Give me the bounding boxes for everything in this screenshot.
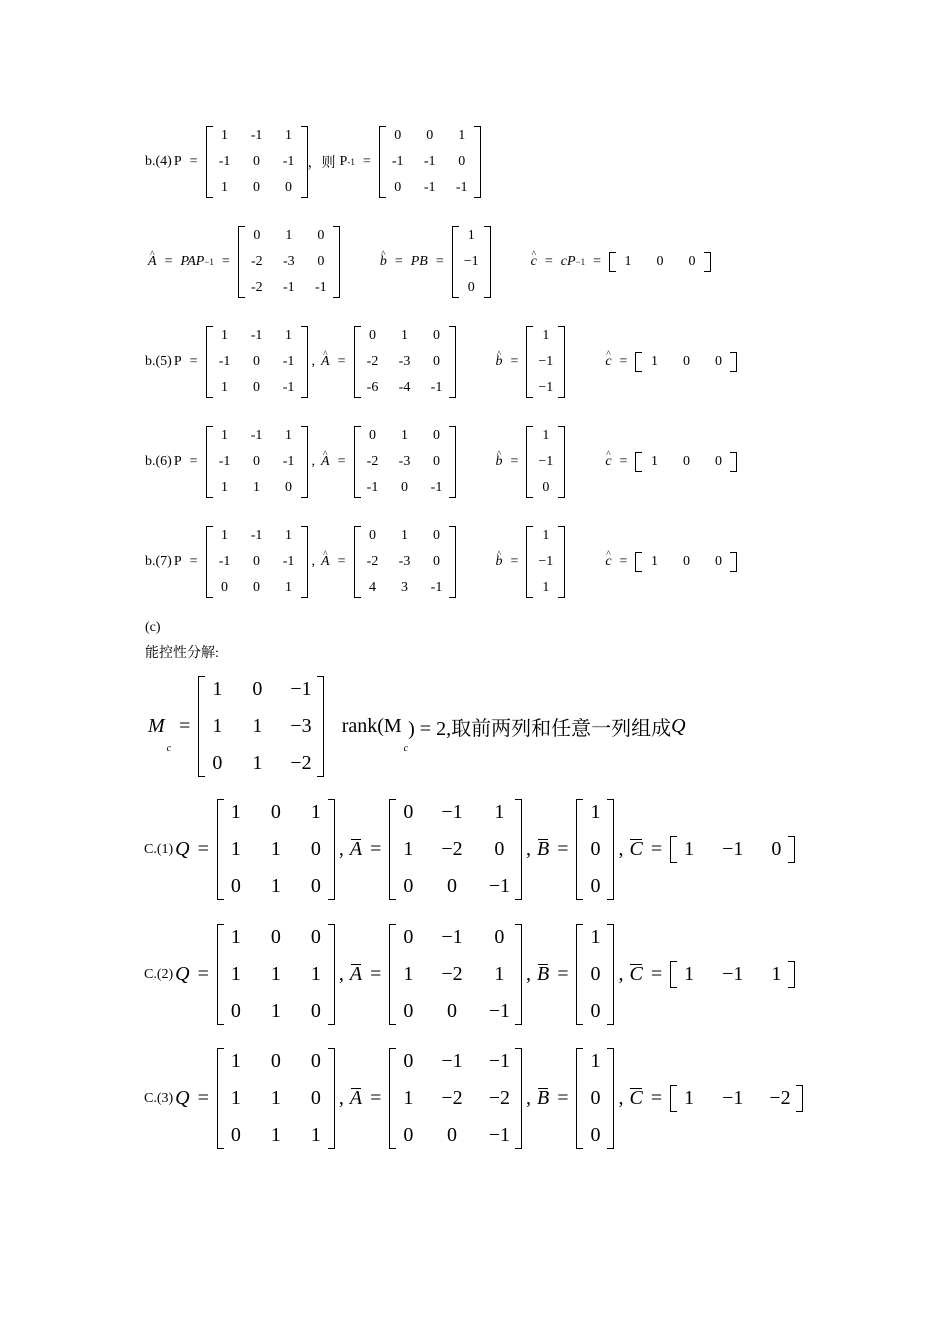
c2-b-matrix — [576, 924, 614, 1025]
c3-label: C.(3) — [144, 1090, 174, 1106]
matrix-cell: 0 — [253, 454, 261, 469]
matrix-cell: 1 — [221, 480, 229, 495]
matrix-cell: -1 — [282, 280, 295, 295]
b5-label: b.(5) — [145, 354, 172, 369]
matrix-cell: 1 — [221, 428, 229, 443]
matrix-cell: −2 — [488, 1087, 510, 1109]
matrix-cell: 1 — [310, 1124, 321, 1146]
vector-cell: 0 — [682, 554, 690, 569]
matrix-cell: 1 — [494, 801, 505, 823]
matrix-cell: 1 — [285, 428, 293, 443]
matrix-cell: −2 — [441, 1087, 463, 1109]
vector-cell: 1 — [684, 963, 695, 985]
matrix-cell: 0 — [270, 801, 281, 823]
matrix-cell: -1 — [218, 354, 231, 369]
vector-cell: 0 — [682, 454, 690, 469]
c1-q-matrix — [217, 799, 335, 900]
b4-pinv-sup: -1 — [347, 157, 355, 167]
matrix-cell: 1 — [252, 752, 263, 774]
matrix-cell: 1 — [230, 1050, 241, 1072]
matrix-cell: 1 — [270, 963, 281, 985]
b6-b-matrix — [526, 426, 565, 498]
matrix-cell: -1 — [423, 154, 436, 169]
c2-c-matrix — [670, 961, 795, 988]
matrix-cell: 1 — [212, 715, 223, 737]
matrix-cell: -1 — [391, 154, 404, 169]
rank-text-post: ) = 2,取前两列和任意一列组成 — [408, 718, 672, 740]
matrix-cell: 1 — [285, 228, 293, 243]
matrix-cell: -2 — [250, 280, 263, 295]
matrix-cell: −2 — [441, 838, 463, 860]
c1-b-matrix — [576, 799, 614, 900]
c-hat-sup: −1 — [575, 257, 586, 267]
vector-cell: 0 — [656, 254, 664, 269]
b-hat-symbol: ^ b — [380, 254, 387, 270]
matrix-cell: 1 — [542, 328, 550, 343]
matrix-cell: 0 — [447, 875, 458, 897]
matrix-cell: 1 — [542, 528, 550, 543]
matrix-cell: 0 — [403, 1000, 414, 1022]
b7-c-matrix — [635, 552, 737, 572]
matrix-cell: 1 — [230, 963, 241, 985]
c1-c-matrix — [670, 836, 795, 863]
rank-sub: c — [403, 743, 409, 754]
c2-label: C.(2) — [144, 966, 174, 982]
matrix-cell: 0 — [590, 963, 601, 985]
matrix-cell: 0 — [394, 180, 402, 195]
matrix-cell: −1 — [463, 254, 479, 269]
matrix-cell: 0 — [317, 228, 325, 243]
vector-cell: −1 — [722, 963, 744, 985]
b4-p-symbol: P — [173, 154, 182, 169]
matrix-cell: 0 — [310, 1050, 321, 1072]
b4-label: b.(4) — [145, 154, 172, 169]
b5-a-matrix — [354, 326, 456, 398]
vector-cell: 0 — [714, 354, 722, 369]
mc-row: M c = 1 0 −1 1 1 −3 0 1 −2 rank(M c ) = 2,取前两列和任意一列组成 Q — [148, 676, 686, 777]
c2-row: C.(2) Q = 1 0 0 1 1 1 0 1 0 , A = 0 −1 0 1 −2 1 0 0 −1 , B = 1 0 0 , C = 1 −1 1 — [144, 924, 795, 1025]
matrix-cell: 0 — [401, 480, 408, 495]
vector-cell: 0 — [688, 254, 696, 269]
matrix-cell: 0 — [494, 838, 505, 860]
vector-cell: 1 — [684, 1087, 695, 1109]
matrix-cell: −2 — [441, 963, 463, 985]
matrix-cell: 0 — [426, 128, 434, 143]
matrix-cell: −2 — [290, 752, 312, 774]
matrix-cell: 1 — [221, 380, 229, 395]
matrix-cell: 0 — [310, 838, 321, 860]
matrix-cell: -1 — [250, 328, 263, 343]
matrix-cell: 0 — [433, 328, 440, 343]
matrix-cell: −3 — [290, 715, 312, 737]
matrix-cell: 1 — [542, 428, 550, 443]
matrix-cell: 0 — [285, 180, 293, 195]
matrix-cell: 0 — [542, 480, 550, 495]
matrix-cell: -1 — [423, 180, 436, 195]
c3-q-matrix — [217, 1048, 335, 1149]
matrix-cell: 0 — [221, 580, 229, 595]
c3-b-matrix — [576, 1048, 614, 1149]
matrix-cell: 1 — [285, 580, 293, 595]
matrix-cell: −1 — [290, 678, 312, 700]
matrix-cell: -4 — [398, 380, 411, 395]
b4-pinv-matrix — [379, 126, 481, 198]
matrix-cell: −1 — [441, 1050, 463, 1072]
a-hat-rhs: PAP — [180, 254, 205, 269]
matrix-cell: -1 — [250, 128, 263, 143]
matrix-cell: -1 — [218, 154, 231, 169]
b6-row: b.(6) P = 1 -1 1 -1 0 -1 1 1 0 , ^ A = 0 1 0 -2 -3 0 -1 0 -1 ^ b = 1 −1 0 ^ c = 1 0 0 — [145, 426, 737, 498]
matrix-cell: 0 — [447, 1000, 458, 1022]
b4-then-text: ，则 — [307, 156, 336, 171]
matrix-cell: 0 — [310, 875, 321, 897]
c3-c-matrix — [670, 1085, 803, 1112]
matrix-cell: 0 — [403, 875, 414, 897]
b6-c-matrix — [635, 452, 737, 472]
matrix-cell: −1 — [488, 875, 510, 897]
vector-cell: −2 — [769, 1087, 791, 1109]
matrix-cell: 0 — [458, 154, 466, 169]
matrix-cell: 0 — [252, 678, 263, 700]
vector-cell: 0 — [714, 454, 722, 469]
matrix-cell: -1 — [314, 280, 327, 295]
matrix-cell: 1 — [542, 580, 550, 595]
c1-row: C.(1) Q = 1 0 1 1 1 0 0 1 0 , A = 0 −1 1 1 −2 0 0 0 −1 , B = 1 0 0 , C = 1 −1 0 — [144, 799, 795, 900]
matrix-cell: 1 — [458, 128, 466, 143]
matrix-cell: -2 — [366, 554, 379, 569]
matrix-cell: 0 — [253, 580, 261, 595]
b6-p-matrix — [206, 426, 308, 498]
matrix-cell: 1 — [230, 801, 241, 823]
section-c-heading: (c) — [145, 620, 161, 635]
matrix-cell: 0 — [230, 875, 241, 897]
vector-cell: 1 — [771, 963, 782, 985]
matrix-cell: 1 — [270, 1087, 281, 1109]
matrix-cell: 0 — [230, 1124, 241, 1146]
matrix-cell: 0 — [285, 480, 293, 495]
matrix-cell: 1 — [401, 328, 408, 343]
c-hat-symbol: ^ c — [531, 254, 537, 270]
matrix-cell: 1 — [212, 678, 223, 700]
matrix-cell: 0 — [403, 1050, 414, 1072]
matrix-cell: 0 — [433, 428, 440, 443]
matrix-cell: -2 — [366, 354, 379, 369]
matrix-cell: 1 — [285, 128, 293, 143]
mc-sub: c — [166, 743, 172, 754]
matrix-cell: 0 — [253, 354, 261, 369]
matrix-cell: 1 — [230, 926, 241, 948]
b7-row: b.(7) P = 1 -1 1 -1 0 -1 0 0 1 , ^ A = 0 1 0 -2 -3 0 4 3 -1 ^ b = 1 −1 1 ^ c = 1 0 0 — [145, 526, 737, 598]
matrix-cell: 0 — [253, 554, 261, 569]
matrix-cell: 0 — [253, 154, 261, 169]
matrix-cell: 1 — [270, 875, 281, 897]
matrix-cell: 0 — [590, 1087, 601, 1109]
b6-a-matrix — [354, 426, 456, 498]
matrix-cell: −1 — [538, 380, 554, 395]
b4-pinv-symbol: P — [339, 154, 348, 169]
matrix-cell: -1 — [218, 454, 231, 469]
b7-a-matrix — [354, 526, 456, 598]
matrix-cell: 1 — [221, 180, 229, 195]
matrix-cell: 0 — [403, 801, 414, 823]
vector-cell: 0 — [682, 354, 690, 369]
matrix-cell: 1 — [310, 801, 321, 823]
a-hat-symbol: ^ A — [148, 254, 157, 270]
matrix-cell: -3 — [398, 554, 411, 569]
matrix-cell: 0 — [447, 1124, 458, 1146]
hat-transform-row: ^ A = PAP −1 = 0 1 0 -2 -3 0 -2 -1 -1 ^ b = PB = 1 −1 0 ^ c = cP −1 = 1 0 0 — [148, 226, 711, 298]
matrix-cell: 3 — [401, 580, 408, 595]
matrix-cell: 0 — [433, 354, 440, 369]
b5-b-matrix — [526, 326, 565, 398]
matrix-cell: 0 — [212, 752, 223, 774]
matrix-cell: 1 — [401, 528, 408, 543]
section-c-subtitle: 能控性分解: — [145, 646, 219, 661]
vector-cell: 0 — [714, 554, 722, 569]
matrix-cell: 0 — [230, 1000, 241, 1022]
matrix-cell: -6 — [366, 380, 379, 395]
b-hat-rhs: PB — [410, 254, 428, 269]
matrix-cell: 1 — [590, 801, 601, 823]
matrix-cell: −1 — [488, 1124, 510, 1146]
rank-q: Q — [671, 715, 686, 737]
matrix-cell: −1 — [538, 354, 554, 369]
a-hat-sup: −1 — [204, 257, 214, 267]
matrix-cell: 1 — [285, 528, 293, 543]
matrix-cell: −1 — [441, 801, 463, 823]
b4-row: b.(4) P = 1 -1 1 -1 0 -1 1 0 0 ，则 P -1 = 0 0 1 -1 -1 0 0 -1 -1 — [145, 126, 481, 198]
matrix-cell: 0 — [253, 180, 261, 195]
matrix-cell: -1 — [366, 480, 379, 495]
vector-cell: −1 — [722, 838, 744, 860]
c2-a-matrix — [389, 924, 522, 1025]
matrix-cell: 1 — [467, 228, 475, 243]
vector-cell: 1 — [684, 838, 695, 860]
b7-b-matrix — [526, 526, 565, 598]
matrix-cell: 0 — [403, 1124, 414, 1146]
matrix-cell: -1 — [430, 480, 443, 495]
matrix-cell: 1 — [252, 715, 263, 737]
matrix-cell: 0 — [590, 1000, 601, 1022]
matrix-cell: 1 — [403, 963, 414, 985]
b7-p-matrix — [206, 526, 308, 598]
matrix-cell: 1 — [401, 428, 408, 443]
matrix-cell: 0 — [590, 1124, 601, 1146]
c-hat-rhs: cP — [560, 254, 576, 269]
matrix-cell: 1 — [590, 1050, 601, 1072]
c2-q-matrix — [217, 924, 335, 1025]
c-hat-matrix — [609, 252, 711, 272]
matrix-cell: -1 — [218, 554, 231, 569]
matrix-cell: 1 — [310, 963, 321, 985]
matrix-cell: 0 — [310, 1000, 321, 1022]
matrix-cell: −1 — [488, 1050, 510, 1072]
matrix-cell: 0 — [270, 926, 281, 948]
c1-label: C.(1) — [144, 841, 174, 857]
matrix-cell: -1 — [282, 454, 295, 469]
matrix-cell: 1 — [221, 328, 229, 343]
matrix-cell: 1 — [253, 480, 261, 495]
matrix-cell: 1 — [494, 963, 505, 985]
matrix-cell: 0 — [403, 926, 414, 948]
matrix-cell: 1 — [221, 128, 229, 143]
b4-p-matrix — [206, 126, 308, 198]
matrix-cell: 0 — [590, 875, 601, 897]
vector-cell: 0 — [771, 838, 782, 860]
matrix-cell: -1 — [282, 354, 295, 369]
matrix-cell: -1 — [430, 380, 443, 395]
b6-label: b.(6) — [145, 454, 172, 469]
matrix-cell: 0 — [369, 528, 376, 543]
matrix-cell: 0 — [369, 328, 376, 343]
c3-a-matrix — [389, 1048, 522, 1149]
matrix-cell: 1 — [403, 1087, 414, 1109]
matrix-cell: 0 — [494, 926, 505, 948]
matrix-cell: -1 — [250, 428, 263, 443]
matrix-cell: 0 — [394, 128, 402, 143]
matrix-cell: 0 — [317, 254, 325, 269]
matrix-cell: 0 — [310, 1087, 321, 1109]
vector-cell: 1 — [650, 554, 658, 569]
matrix-cell: 0 — [590, 838, 601, 860]
matrix-cell: -1 — [430, 580, 443, 595]
vector-cell: −1 — [722, 1087, 744, 1109]
matrix-cell: −1 — [488, 1000, 510, 1022]
matrix-cell: 0 — [253, 380, 261, 395]
vector-cell: 1 — [624, 254, 632, 269]
b5-c-matrix — [635, 352, 737, 372]
matrix-cell: 0 — [433, 528, 440, 543]
matrix-cell: 1 — [270, 838, 281, 860]
matrix-cell: −1 — [441, 926, 463, 948]
matrix-cell: −1 — [538, 454, 554, 469]
matrix-cell: -1 — [282, 554, 295, 569]
mc-symbol: M — [148, 715, 165, 737]
matrix-cell: 0 — [310, 926, 321, 948]
matrix-cell: 4 — [369, 580, 376, 595]
matrix-cell: −1 — [538, 554, 554, 569]
matrix-cell: 1 — [285, 328, 293, 343]
matrix-cell: 1 — [270, 1000, 281, 1022]
matrix-cell: -2 — [366, 454, 379, 469]
rank-text-pre: rank(M — [341, 715, 402, 737]
vector-cell: 1 — [650, 354, 658, 369]
c3-row: C.(3) Q = 1 0 0 1 1 0 0 1 1 , A = 0 −1 −1 1 −2 −2 0 0 −1 , B = 1 0 0 , C = 1 −1 −2 — [144, 1048, 803, 1149]
matrix-cell: -1 — [282, 380, 295, 395]
matrix-cell: 0 — [433, 454, 440, 469]
matrix-cell: -2 — [250, 254, 263, 269]
matrix-cell: 1 — [270, 1124, 281, 1146]
matrix-cell: 1 — [221, 528, 229, 543]
matrix-cell: 0 — [433, 554, 440, 569]
b7-label: b.(7) — [145, 554, 172, 569]
a-hat-matrix — [238, 226, 340, 298]
matrix-cell: 0 — [467, 280, 475, 295]
matrix-cell: 1 — [230, 838, 241, 860]
matrix-cell: -1 — [250, 528, 263, 543]
matrix-cell: -3 — [398, 454, 411, 469]
b5-p-matrix — [206, 326, 308, 398]
matrix-cell: -1 — [455, 180, 468, 195]
b-hat-matrix — [452, 226, 491, 298]
c1-a-matrix — [389, 799, 522, 900]
matrix-cell: 1 — [590, 926, 601, 948]
matrix-cell: -1 — [282, 154, 295, 169]
mc-matrix — [198, 676, 323, 777]
matrix-cell: -3 — [282, 254, 295, 269]
matrix-cell: 0 — [253, 228, 261, 243]
matrix-cell: 0 — [270, 1050, 281, 1072]
matrix-cell: 1 — [403, 838, 414, 860]
vector-cell: 1 — [650, 454, 658, 469]
matrix-cell: -3 — [398, 354, 411, 369]
matrix-cell: 0 — [369, 428, 376, 443]
matrix-cell: 1 — [230, 1087, 241, 1109]
b5-row: b.(5) P = 1 -1 1 -1 0 -1 1 0 -1 , ^ A = 0 1 0 -2 -3 0 -6 -4 -1 ^ b = 1 −1 −1 ^ c = 1 0 0 — [145, 326, 737, 398]
